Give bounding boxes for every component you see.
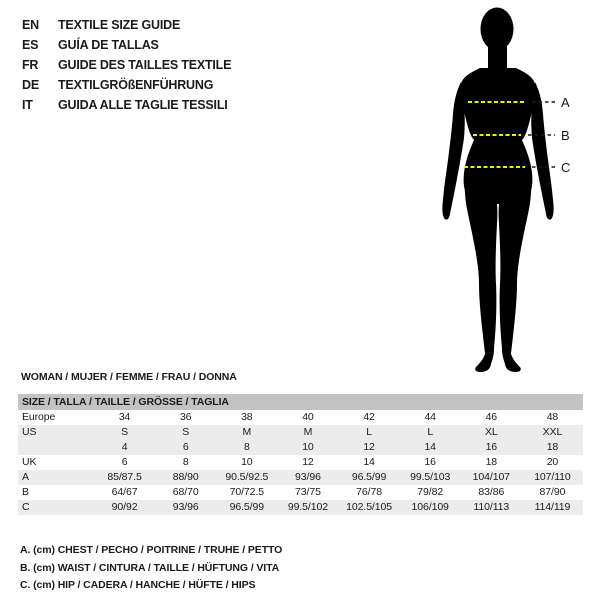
size-cell: 93/96: [295, 471, 321, 483]
language-code: EN: [22, 18, 39, 32]
table-row: [18, 455, 583, 470]
size-cell: M: [242, 426, 252, 438]
size-cell: 34: [118, 411, 131, 423]
language-code: DE: [22, 78, 39, 92]
table-row: [18, 500, 583, 515]
size-cell: L: [427, 426, 434, 438]
language-row: [22, 75, 231, 95]
section-title: WOMAN / MUJER / FEMME / FRAU / DONNA: [21, 371, 237, 383]
size-cell: XXL: [542, 426, 563, 438]
size-cell: 106/109: [411, 501, 449, 513]
language-label: GUIDA ALLE TAGLIE TESSILI: [58, 98, 228, 112]
language-label: TEXTILE SIZE GUIDE: [58, 18, 181, 32]
row-label: UK: [22, 456, 37, 468]
size-cell: 42: [363, 411, 375, 423]
size-cell: 93/96: [172, 501, 199, 513]
size-cell: S: [182, 426, 190, 438]
size-cell: 8: [182, 456, 189, 468]
size-cell: 85/87.5: [107, 471, 142, 483]
language-row: [22, 35, 231, 55]
size-cell: 10: [241, 456, 253, 468]
marker-a-label: A: [561, 95, 570, 110]
size-cell: 90.5/92.5: [225, 471, 269, 483]
legend-line: A. (cm) CHEST / PECHO / POITRINE / TRUHE / PETTO: [20, 544, 283, 556]
row-label: Europe: [22, 411, 56, 423]
size-cell: 96.5/99: [229, 501, 264, 513]
size-cell: 44: [424, 411, 436, 423]
table-row: [18, 470, 583, 485]
size-cell: 73/75: [295, 486, 321, 498]
woman-silhouette-figure: [428, 4, 578, 376]
size-cell: M: [303, 426, 313, 438]
language-row: [22, 55, 231, 75]
language-code: FR: [22, 58, 39, 72]
row-label: US: [22, 426, 37, 438]
size-cell: 110/113: [473, 501, 510, 513]
size-cell: 79/82: [417, 486, 444, 498]
size-cell: 46: [485, 411, 498, 423]
size-cell: S: [121, 426, 129, 438]
size-table: [18, 394, 583, 515]
marker-b-label: B: [561, 128, 570, 143]
table-row: [18, 440, 583, 455]
language-list: [22, 15, 231, 115]
size-cell: 12: [363, 441, 375, 453]
size-cell: 83/86: [478, 486, 505, 498]
size-cell: XL: [484, 426, 498, 438]
table-row: [18, 425, 583, 440]
marker-c-label: C: [561, 160, 571, 175]
language-code: IT: [22, 98, 33, 112]
language-label: GUÍA DE TALLAS: [58, 38, 159, 52]
row-label: A: [22, 471, 29, 483]
legend-line: C. (cm) HIP / CADERA / HANCHE / HÜFTE / HIPS: [20, 579, 256, 591]
size-cell: 40: [302, 411, 314, 423]
size-cell: 20: [546, 456, 559, 468]
size-cell: 102.5/105: [346, 501, 392, 513]
size-cell: 4: [121, 441, 128, 453]
row-label: [18, 440, 94, 455]
language-row: [22, 15, 231, 35]
size-cell: 6: [182, 441, 189, 453]
woman-silhouette: [442, 8, 553, 373]
table-row: [18, 485, 583, 500]
size-cell: 10: [302, 441, 314, 453]
language-row: [22, 95, 231, 115]
measurement-legend: [20, 542, 282, 595]
size-cell: 36: [179, 411, 192, 423]
table-row: [18, 410, 583, 425]
size-cell: L: [366, 426, 372, 438]
size-cell: 6: [121, 456, 128, 468]
size-cell: 104/107: [472, 471, 510, 483]
language-code: ES: [22, 38, 39, 52]
size-cell: 99.5/103: [410, 471, 451, 483]
size-cell: 14: [363, 456, 375, 468]
size-cell: 38: [241, 411, 253, 423]
size-cell: 70/72.5: [229, 486, 264, 498]
size-cell: 96.5/99: [351, 471, 387, 483]
size-cell: 8: [243, 441, 250, 453]
size-cell: 16: [424, 456, 436, 468]
size-cell: 87/90: [539, 486, 566, 498]
size-table-header: SIZE / TALLA / TAILLE / GRÖSSE / TAGLIA: [18, 394, 583, 410]
size-cell: 114/119: [534, 501, 571, 513]
language-label: GUIDE DES TAILLES TEXTILE: [58, 58, 232, 72]
size-cell: 16: [485, 441, 498, 453]
size-cell: 99.5/102: [287, 501, 328, 513]
size-cell: 18: [485, 456, 498, 468]
legend-line: B. (cm) WAIST / CINTURA / TAILLE / HÜFTUNG / VITA: [20, 561, 280, 574]
size-cell: 68/70: [172, 486, 199, 498]
size-cell: 88/90: [172, 471, 199, 483]
size-cell: 48: [546, 411, 559, 423]
size-table-rows: [18, 410, 583, 515]
size-figure: [428, 4, 578, 376]
row-label: B: [22, 486, 29, 498]
size-cell: 107/110: [534, 471, 571, 483]
size-cell: 12: [302, 456, 314, 468]
language-label: TEXTILGRÖßENFÜHRUNG: [58, 78, 214, 92]
row-label: C: [22, 501, 30, 513]
size-cell: 14: [424, 441, 436, 453]
size-cell: 76/78: [356, 486, 382, 498]
size-cell: 90/92: [111, 501, 138, 513]
size-cell: 64/67: [111, 486, 138, 498]
size-cell: 18: [546, 441, 559, 453]
